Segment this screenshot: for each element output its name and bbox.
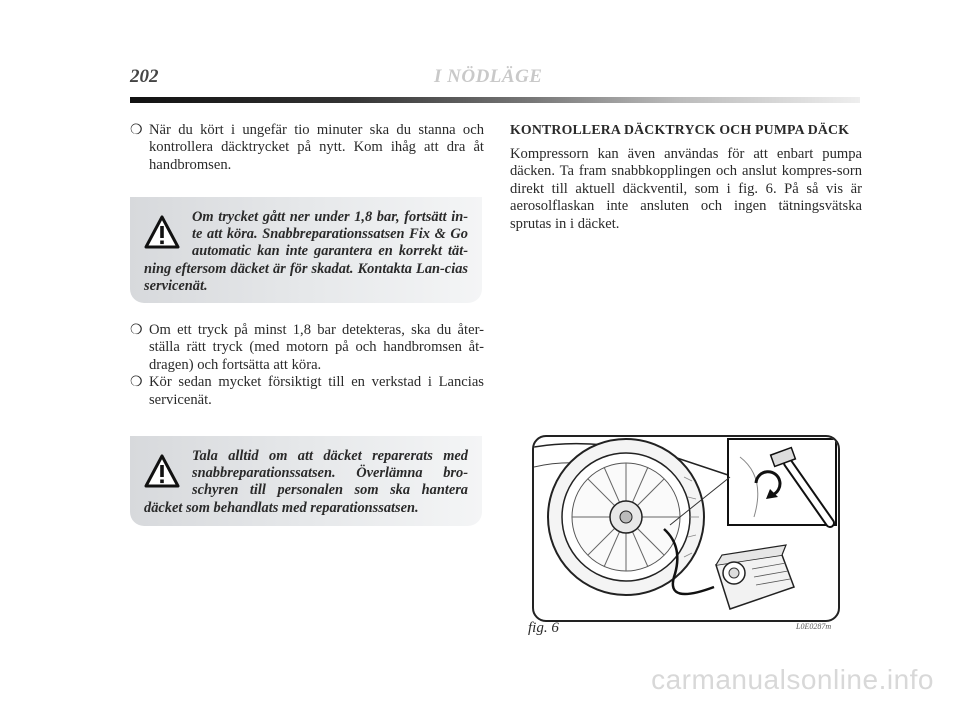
header-rule: [130, 97, 860, 103]
warning-box: [130, 436, 482, 526]
section-heading: KONTROLLERA DÄCKTRYCK OCH PUMPA DÄCK: [510, 122, 850, 137]
page-number: 202: [130, 66, 159, 87]
warning-box: [130, 197, 482, 303]
bullet-text: Kör sedan mycket försiktigt till en verkstad i Lancias servicenät.: [149, 374, 484, 408]
warning-text: Om trycket gått ner under 1,8 bar, fortsätt in-te att köra. Snabbreparationssatsen Fix & Go automatic kan inte garantera en korrekt tät-ning eftersom däcket är för skadat. Kontakta Lan-cias servicenät.: [144, 209, 468, 294]
figure-code: L0E0287m: [796, 622, 832, 631]
bullet-text: Om ett tryck på minst 1,8 bar detekteras, ska du åter-ställa rätt tryck (med motorn på och handbromsen åt-dragen) och fortsätta att köra.: [149, 322, 484, 373]
bullet-item: [130, 322, 484, 374]
tire-compressor-illustration: [534, 437, 838, 620]
left-column: [130, 122, 484, 174]
bullet-circle-icon: ❍: [130, 123, 143, 138]
bullet-text: När du kört i ungefär tio minuter ska du stanna och kontrollera däcktrycket på nytt. Kom ihåg att dra åt handbromsen.: [149, 122, 484, 173]
figure-caption: fig. 6: [528, 620, 559, 636]
section-title: I NÖDLÄGE: [434, 66, 543, 87]
bullet-item: [130, 374, 484, 409]
warning-triangle-icon: [144, 215, 180, 249]
watermark: carmanualsonline.info: [651, 664, 934, 695]
bullet-item: [130, 122, 484, 174]
figure-illustration: [532, 435, 840, 622]
left-column-lower: [130, 322, 484, 409]
bullet-circle-icon: ❍: [130, 375, 143, 391]
body-paragraph: Kompressorn kan även användas för att enbart pumpa däcken. Ta fram snabbkopplingen och anslut kompres-sorn direkt till aktuell däckventil, som i fig. 6. På så vis är aerosolflaskan inte ansluten och ingen tätningsvätska sprutas in i däcket.: [510, 146, 862, 232]
warning-text: Tala alltid om att däcket reparerats med snabbreparationssatsen. Överlämna bro-schyren till personalen som ska hantera däcket som behandlats med reparationssatsen.: [144, 448, 468, 516]
right-column: [510, 122, 862, 233]
bullet-circle-icon: ❍: [130, 323, 143, 338]
warning-triangle-icon: [144, 454, 180, 488]
